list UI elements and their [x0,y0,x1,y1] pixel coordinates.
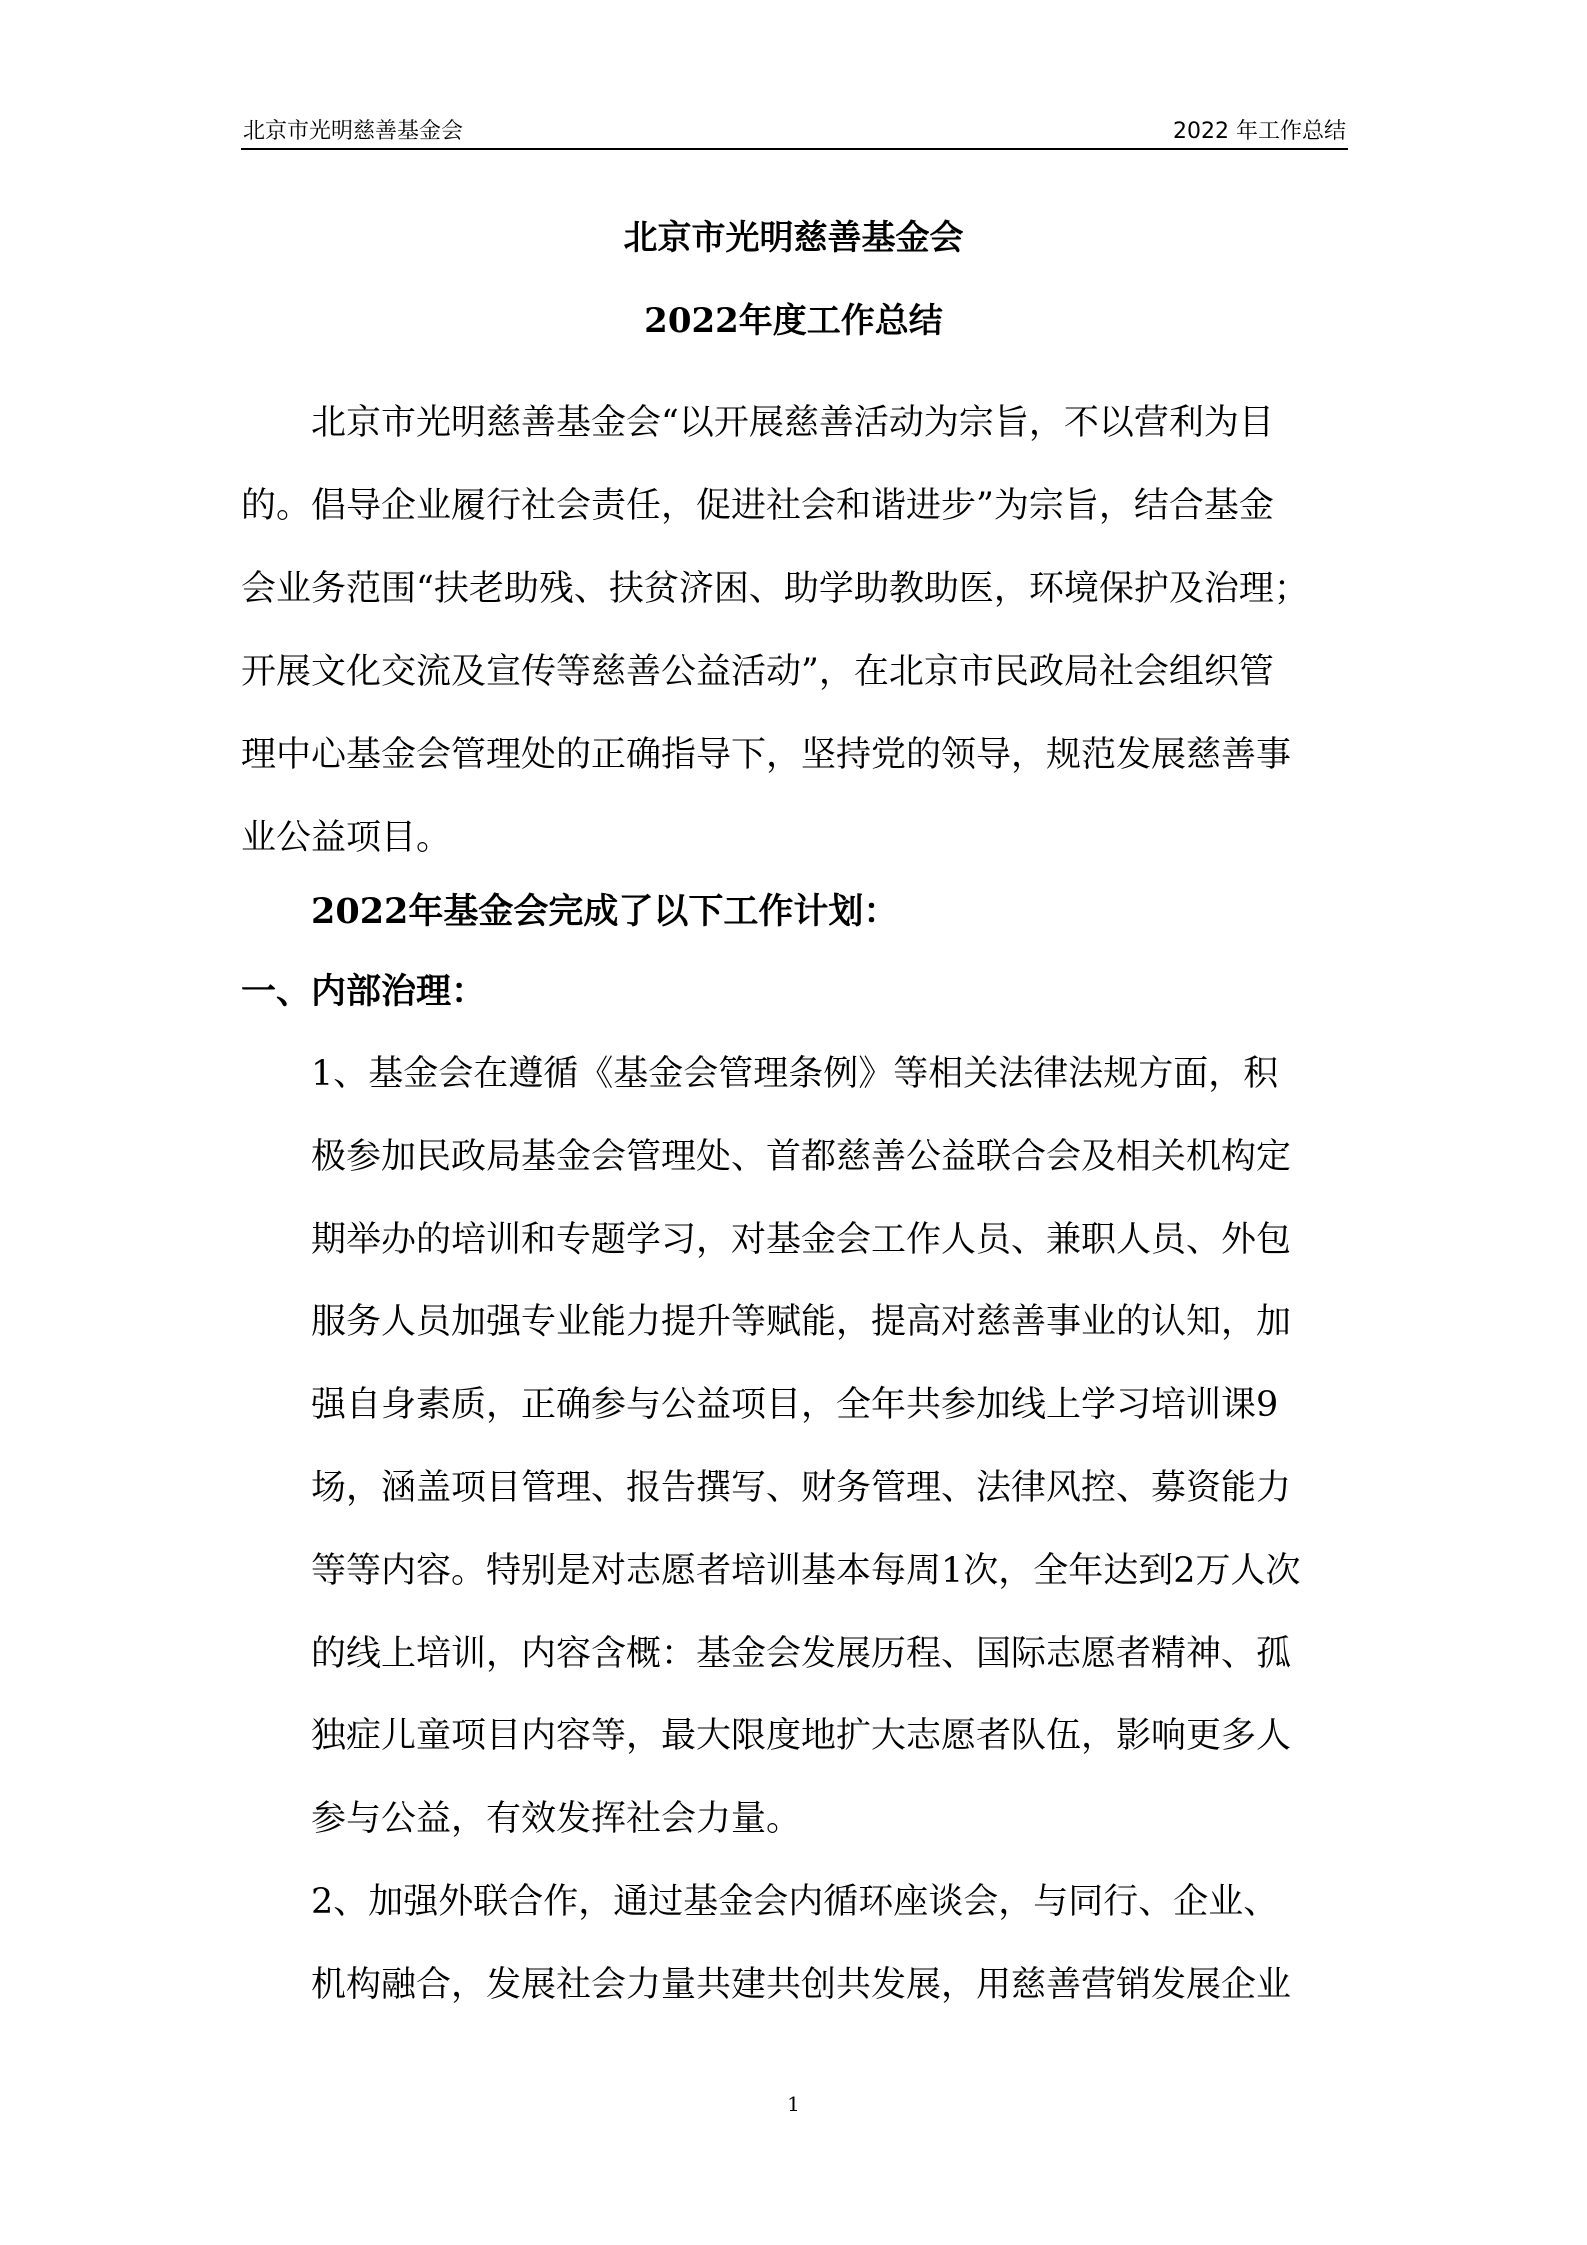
intro-line: 理中心基金会管理处的正确指导下，坚持党的领导，规范发展慈善事 [241,735,1292,775]
item2-line: 机构融合，发展社会力量共建共创共发展，用慈善营销发展企业 [311,1965,1292,2005]
page-header [241,108,1348,150]
page-number: 1 [787,2092,800,2116]
item2-line: 2、加强外联合作，通过基金会内循环座谈会，与同行、企业、 [311,1882,1279,1922]
item1-line: 强自身素质，正确参与公益项目，全年共参加线上学习培训课9 [311,1385,1279,1425]
intro-line: 北京市光明慈善基金会“以开展慈善活动为宗旨，不以营利为目 [311,403,1274,443]
document-subtitle: 2022年度工作总结 [644,301,943,341]
section-heading: 一、内部治理： [241,971,487,1012]
intro-line: 会业务范围“扶老助残、扶贫济困、助学助教助医，环境保护及治理； [241,569,1309,609]
header-report-title: 2022 年工作总结 [1173,119,1346,144]
document-title: 北京市光明慈善基金会 [623,218,964,258]
header-organization: 北京市光明慈善基金会 [243,119,464,144]
intro-line: 开展文化交流及宣传等慈善公益活动”，在北京市民政局社会组织管 [241,652,1274,692]
plan-heading: 2022年基金会完成了以下工作计划： [311,891,899,932]
intro-line: 业公益项目。 [241,818,452,858]
item1-line: 的线上培训，内容含概：基金会发展历程、国际志愿者精神、孤 [311,1634,1292,1674]
item1-line: 期举办的培训和专题学习，对基金会工作人员、兼职人员、外包 [311,1220,1292,1260]
item1-line: 等等内容。特别是对志愿者培训基本每周1次，全年达到2万人次 [311,1551,1301,1591]
item1-line: 场，涵盖项目管理、报告撰写、财务管理、法律风控、募资能力 [311,1468,1292,1508]
item1-line: 1、基金会在遵循《基金会管理条例》等相关法律法规方面，积 [311,1054,1279,1094]
item1-line: 参与公益，有效发挥社会力量。 [311,1799,802,1839]
item1-line: 服务人员加强专业能力提升等赋能，提高对慈善事业的认知，加 [311,1302,1292,1342]
item1-line: 独症儿童项目内容等，最大限度地扩大志愿者队伍，影响更多人 [311,1716,1292,1756]
item1-line: 极参加民政局基金会管理处、首都慈善公益联合会及相关机构定 [311,1137,1292,1177]
intro-line: 的。倡导企业履行社会责任，促进社会和谐进步”为宗旨，结合基金 [241,486,1274,526]
